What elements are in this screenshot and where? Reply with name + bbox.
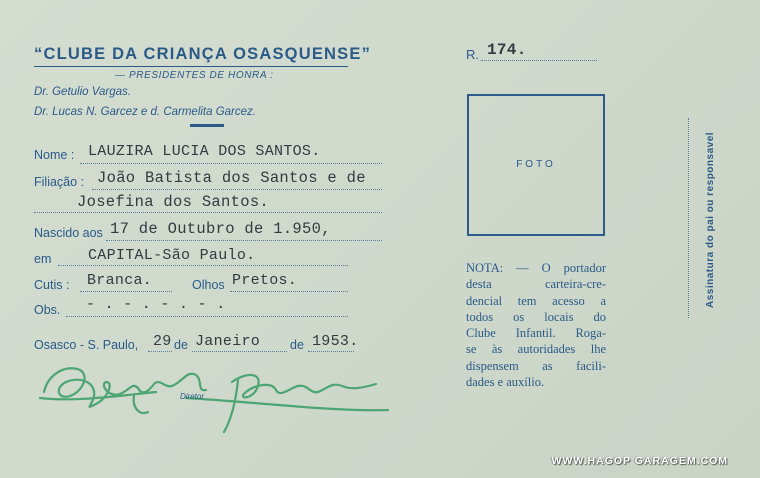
note-text bbox=[466, 260, 606, 390]
born-in-line bbox=[58, 265, 348, 266]
photo-frame bbox=[467, 94, 605, 236]
day-value: 29 bbox=[153, 333, 172, 350]
eyes-line bbox=[230, 291, 348, 292]
note-line: todos os locais do bbox=[466, 309, 606, 324]
place-label: Osasco - S. Paulo, bbox=[34, 338, 139, 352]
name-line bbox=[80, 163, 382, 164]
obs-line bbox=[66, 316, 348, 317]
skin-value: Branca. bbox=[87, 272, 153, 289]
born-in-label: em bbox=[34, 252, 52, 266]
name-value: LAUZIRA LUCIA DOS SANTOS. bbox=[88, 143, 321, 160]
registration-label: R. bbox=[466, 47, 479, 62]
note-line: desta carteira-cre- bbox=[466, 277, 606, 292]
filiation-label: Filiação : bbox=[34, 175, 85, 189]
director-signature bbox=[36, 352, 396, 442]
header-divider bbox=[190, 124, 224, 127]
guardian-signature-line bbox=[688, 118, 689, 318]
note-line: NOTA: — O portador bbox=[466, 261, 606, 275]
year-value: 1953. bbox=[312, 333, 359, 350]
eyes-label: Olhos bbox=[192, 278, 225, 292]
month-value: Janeiro bbox=[195, 333, 261, 350]
note-line: Clube Infantil. Roga- bbox=[466, 326, 606, 341]
date-de-label-2: de bbox=[290, 338, 304, 352]
born-label: Nascido aos bbox=[34, 226, 103, 240]
date-de-label-1: de bbox=[174, 338, 188, 352]
skin-line bbox=[80, 291, 172, 292]
note-line: dispensem as facili- bbox=[466, 358, 606, 373]
photo-label: FOTO bbox=[516, 159, 556, 170]
title-underline bbox=[34, 66, 348, 67]
filiation-line-1 bbox=[92, 189, 382, 190]
watermark: WWW.HAGOP GARAGEM.COM bbox=[551, 455, 728, 467]
born-line bbox=[106, 240, 382, 241]
honorary-president-2: Dr. Lucas N. Garcez e d. Carmelita Garcez. bbox=[34, 106, 256, 118]
name-label: Nome : bbox=[34, 148, 75, 162]
skin-label: Cutis : bbox=[34, 278, 70, 292]
born-in-value: CAPITAL-São Paulo. bbox=[88, 247, 256, 264]
presidents-heading: — PRESIDENTES DE HONRA : bbox=[115, 70, 274, 81]
registration-number: 174. bbox=[487, 41, 527, 59]
born-value: 17 de Outubro de 1.950, bbox=[110, 220, 331, 238]
filiation-value-1: João Batista dos Santos e de bbox=[97, 169, 366, 187]
obs-value: - . - . - . - . bbox=[86, 296, 226, 313]
note-line: dencial tem acesso a bbox=[466, 293, 606, 308]
guardian-signature-label: Assinatura do pai ou responsavel bbox=[705, 131, 716, 308]
registration-line bbox=[481, 60, 597, 61]
filiation-value-2: Josefina dos Santos. bbox=[77, 193, 270, 211]
honorary-president-1: Dr. Getulio Vargas. bbox=[34, 86, 131, 98]
note-line: dades e auxílio. bbox=[466, 375, 545, 390]
director-label: Diretor bbox=[180, 392, 205, 401]
eyes-value: Pretos. bbox=[232, 272, 298, 289]
obs-label: Obs. bbox=[34, 303, 61, 317]
note-line: se às autoridades lhe bbox=[466, 342, 606, 357]
filiation-line-2 bbox=[34, 212, 382, 213]
club-title: “CLUBE DA CRIANÇA OSASQUENSE” bbox=[34, 45, 372, 63]
